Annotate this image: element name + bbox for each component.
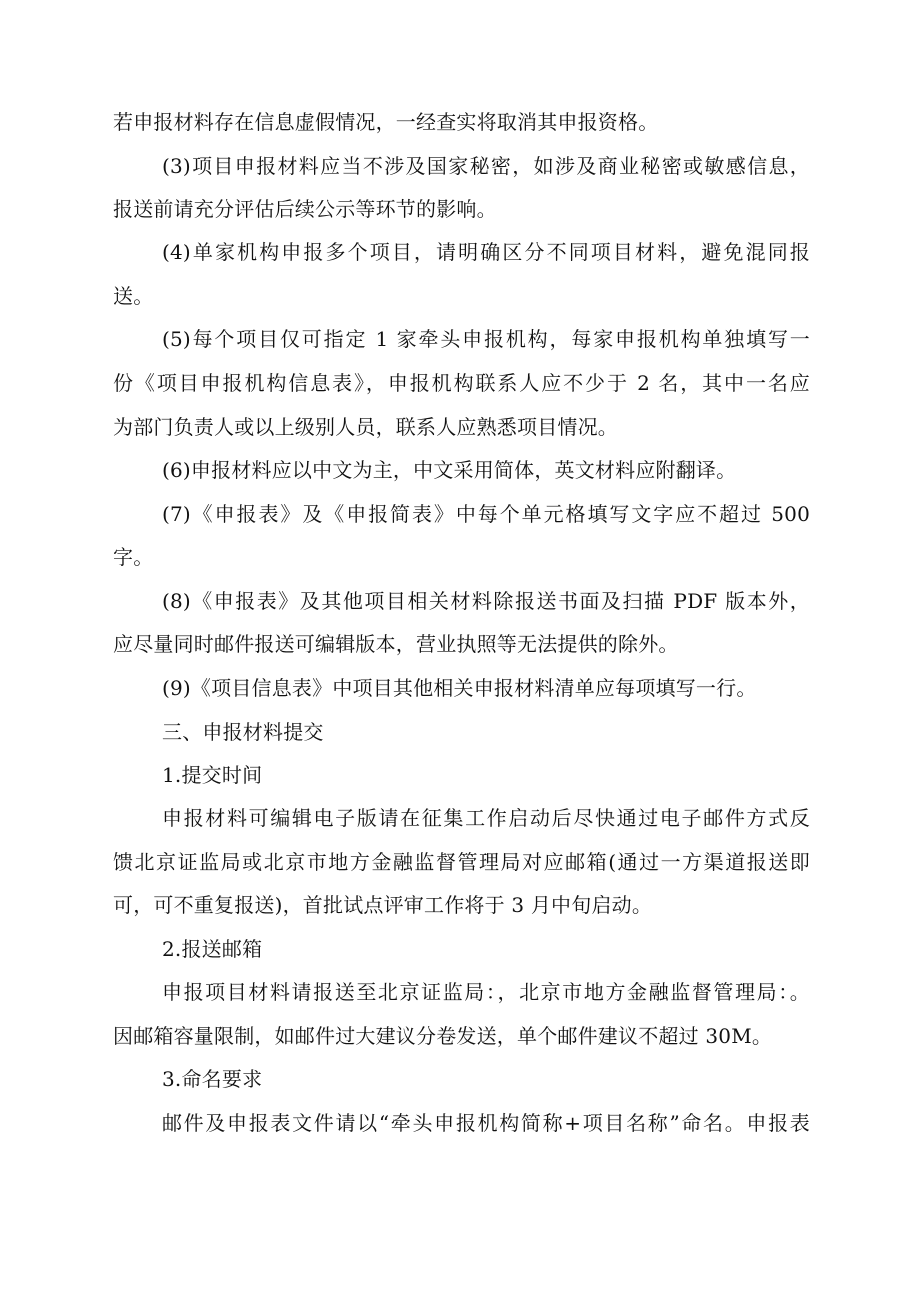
paragraph-line: 申报项目材料请报送至北京证监局：，北京市地方金融监督管理局：。 (162, 980, 810, 1004)
paragraph-line: (4)单家机构申报多个项目，请明确区分不同项目材料，避免混同报 (162, 240, 810, 264)
subsection-heading: 2.报送邮箱 (162, 937, 263, 961)
paragraph-line: (8)《申报表》及其他项目相关材料除报送书面及扫描 PDF 版本外， (162, 589, 810, 613)
paragraph-line: 报送前请充分评估后续公示等环节的影响。 (113, 197, 497, 221)
paragraph-line: (7)《申报表》及《申报简表》中每个单元格填写文字应不超过 500 (162, 502, 810, 526)
paragraph-line: 可，可不重复报送)，首批试点评审工作将于 3 月中旬启动。 (113, 893, 653, 917)
paragraph-line: 若申报材料存在信息虚假情况，一经查实将取消其申报资格。 (113, 110, 659, 134)
section-heading: 三、申报材料提交 (162, 720, 324, 744)
paragraph-line: 份《项目申报机构信息表》，申报机构联系人应不少于 2 名，其中一名应 (113, 371, 810, 395)
paragraph-line: (6)申报材料应以中文为主，中文采用简体，英文材料应附翻译。 (162, 458, 737, 482)
subsection-heading: 3.命名要求 (162, 1067, 263, 1091)
paragraph-line: 送。 (113, 284, 154, 308)
subsection-heading: 1.提交时间 (162, 763, 263, 787)
paragraph-line: (5)每个项目仅可指定 1 家牵头申报机构，每家申报机构单独填写一 (162, 327, 810, 351)
paragraph-line: 申报材料可编辑电子版请在征集工作启动后尽快通过电子邮件方式反 (162, 806, 810, 830)
paragraph-line: 因邮箱容量限制，如邮件过大建议分卷发送，单个邮件建议不超过 30M。 (113, 1024, 773, 1048)
paragraph-line: 邮件及申报表文件请以“牵头申报机构简称+项目名称”命名。申报表 (162, 1111, 810, 1135)
paragraph-line: (9)《项目信息表》中项目其他相关申报材料清单应每项填写一行。 (162, 676, 757, 700)
paragraph-line: 馈北京证监局或北京市地方金融监督管理局对应邮箱(通过一方渠道报送即 (113, 850, 810, 874)
paragraph-line: 应尽量同时邮件报送可编辑版本，营业执照等无法提供的除外。 (113, 632, 679, 656)
paragraph-line: 字。 (113, 545, 154, 569)
paragraph-line: 为部门负责人或以上级别人员，联系人应熟悉项目情况。 (113, 415, 618, 439)
paragraph-line: (3)项目申报材料应当不涉及国家秘密，如涉及商业秘密或敏感信息， (162, 154, 810, 178)
